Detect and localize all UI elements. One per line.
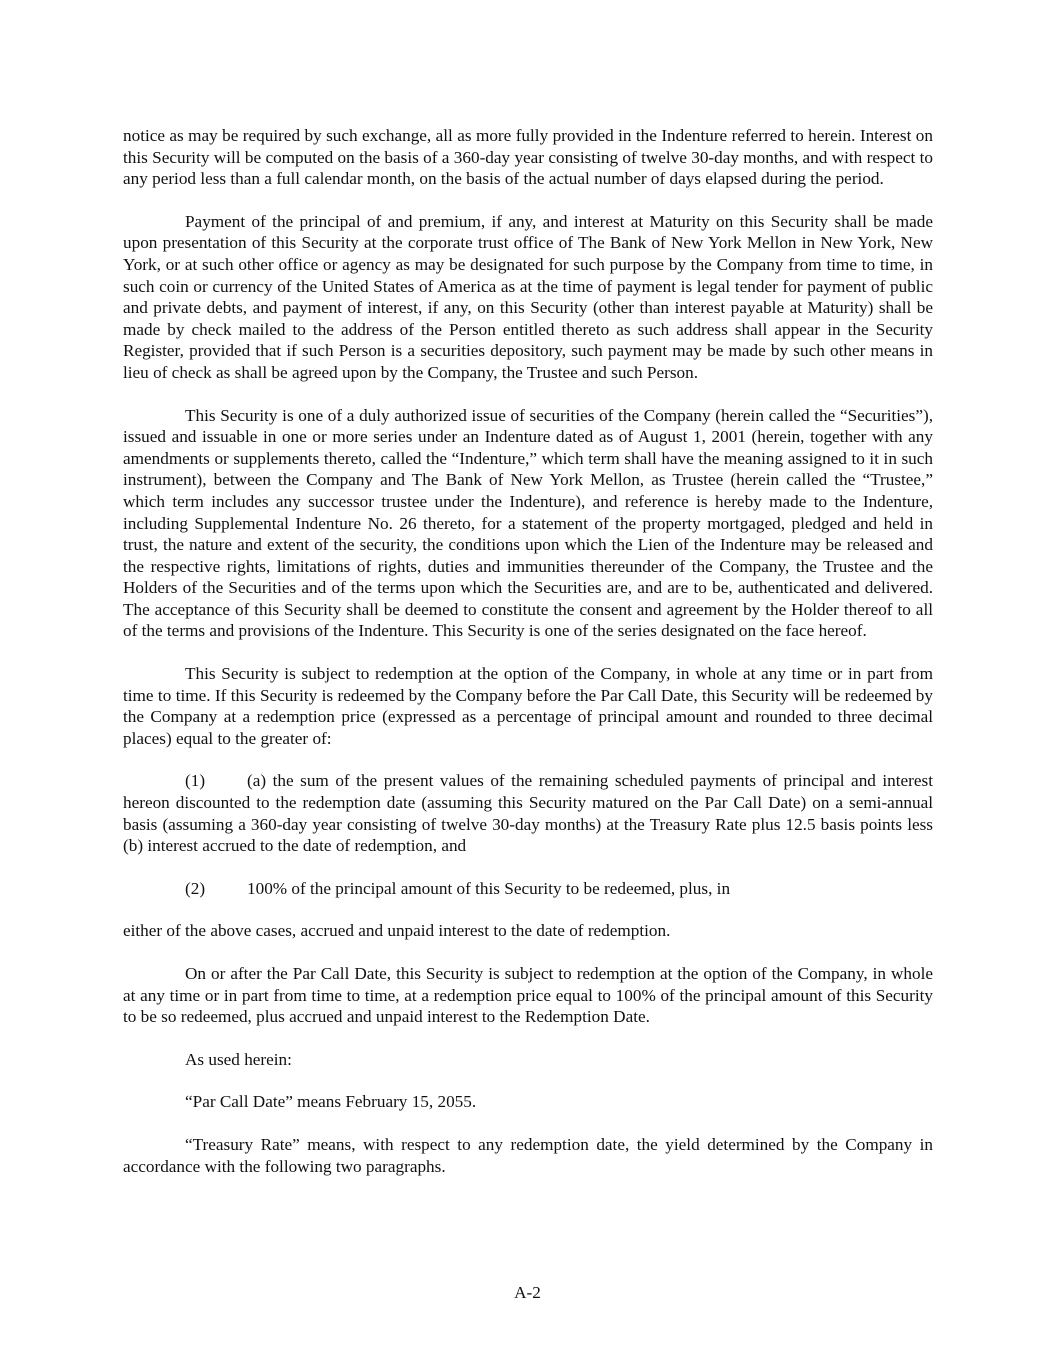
list-item-1: [123, 770, 933, 856]
list-item-1-number: (1): [185, 771, 206, 791]
paragraph-redemption: This Security is subject to redemption at the option of the Company, in whole at any time or in part from time to time. If this Security is redeemed by the Company before the Par Call Date, this Security will be redeemed by the Company at a redemption price (expressed as a percentage of principal amount and rounded to three decimal places) equal to the greater of:: [123, 664, 933, 748]
paragraph-par-call-redemption: On or after the Par Call Date, this Security is subject to redemption at the option of the Company, in whole at any time or in part from time to time, at a redemption price equal to 100% of the principal amount of this Security to be so redeemed, plus accrued and unpaid interest to the Redemption Date.: [123, 964, 933, 1027]
list-item-2-text: 100% of the principal amount of this Security to be redeemed, plus, in: [247, 878, 731, 898]
definition-treasury-rate: “Treasury Rate” means, with respect to any redemption date, the yield determined by the Company in accordance with the following two paragraphs.: [123, 1134, 933, 1176]
paragraph-as-used-herein: As used herein:: [185, 1049, 292, 1069]
document-body: [123, 125, 933, 1198]
paragraph-either-case: either of the above cases, accrued and unpaid interest to the date of redemption.: [123, 921, 671, 941]
list-item-1-text: (a) the sum of the present values of the remaining scheduled payments of principal and interest hereon discounted to the redemption date (assuming this Security matured on the Par Call Date) on a semi-annual basis (assuming a 360-day year consisting of twelve 30-day months) at the Treasury Rate plus 12.5 basis points less (b) interest accrued to the date of redemption, and: [123, 771, 933, 856]
paragraph-indenture: This Security is one of a duly authorized issue of securities of the Company (herein called the “Securities”), issued and issuable in one or more series under an Indenture dated as of August 1, 2001 (herein, together with any amendments or supplements thereto, called the “Indenture,” which term shall have the meaning assigned to it in such instrument), between the Company and The Bank of New York Mellon, as Trustee (herein called the “Trustee,” which term includes any successor trustee under the Indenture), and reference is hereby made to the Indenture, including Supplemental Indenture No. 26 thereto, for a statement of the property mortgaged, pledged and held in trust, the nature and extent of the security, the conditions upon which the Lien of the Indenture may be released and the respective rights, limitations of rights, duties and immunities thereunder of the Company, the Trustee and the Holders of the Securities and of the terms upon which the Securities are, and are to be, authenticated and delivered. The acceptance of this Security shall be deemed to constitute the consent and agreement by the Holder thereof to all of the terms and provisions of the Indenture. This Security is one of the series designated on the face hereof.: [123, 405, 933, 641]
list-item-2: [123, 878, 933, 900]
list-item-2-number: (2): [185, 878, 206, 898]
paragraph-interest-computation: notice as may be required by such exchange, all as more fully provided in the Indenture referred to herein. Interest on this Security will be computed on the basis of a 360-day year consisting of twelve 30-day months, and with respect to any period less than a full calendar month, on the basis of the actual number of days elapsed during the period.: [123, 126, 933, 189]
definition-par-call-date: “Par Call Date” means February 15, 2055.: [185, 1092, 477, 1112]
paragraph-payment: Payment of the principal of and premium, if any, and interest at Maturity on this Security shall be made upon presentation of this Security at the corporate trust office of The Bank of New York Mellon in New York, New York, or at such other office or agency as may be designated for such purpose by the Company from time to time, in such coin or currency of the United States of America as at the time of payment is legal tender for payment of public and private debts, and payment of interest, if any, on this Security (other than interest payable at Maturity) shall be made by check mailed to the address of the Person entitled thereto as such address shall appear in the Security Register, provided that if such Person is a securities depository, such payment may be made by such other means in lieu of check as shall be agreed upon by the Company, the Trustee and such Person.: [123, 211, 933, 382]
page-number: A-2: [514, 1283, 541, 1302]
